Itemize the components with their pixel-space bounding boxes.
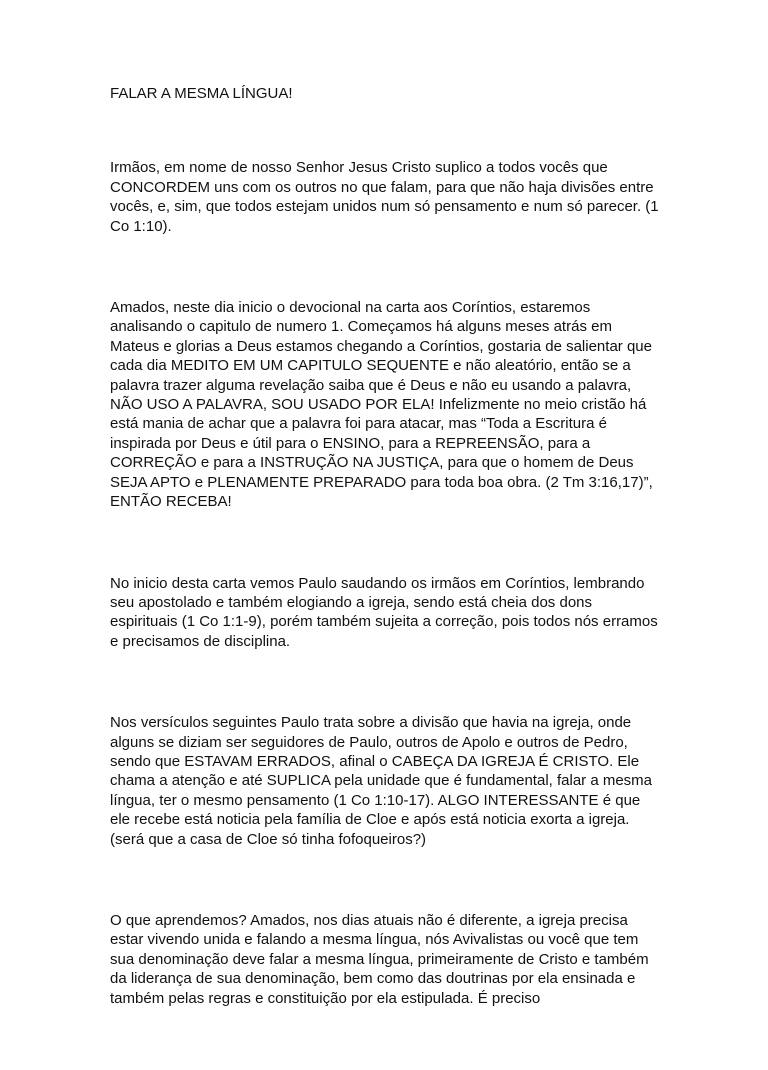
paragraph-5: O que aprendemos? Amados, nos dias atuais não é diferente, a igreja precisa estar vivendo unida e falando a mesma língua, nós Avivalistas ou você que tem sua denominação deve falar a mesma língua, primeiramente de Cristo e também da liderança de sua denominação, bem como das doutrinas por ela ensinada e também pelas regras e constituição por ela estipulada. É preciso (110, 911, 649, 1007)
paragraph-3: No inicio desta carta vemos Paulo saudando os irmãos em Coríntios, lembrando seu apostolado e também elogiando a igreja, sendo está cheia dos dons espirituais (1 Co 1:1-9), porém também sujeita a correção, pois todos nós erramos e precisamos de disciplina. (110, 574, 658, 650)
paragraph-4: Nos versículos seguintes Paulo trata sobre a divisão que havia na igreja, onde alguns se diziam ser seguidores de Paulo, outros de Apolo e outros de Pedro, sendo que ESTAVAM ERRADOS, afinal o CABEÇA DA IGREJA É CRISTO. Ele chama a atenção e até SUPLICA pela unidade que é fundamental, falar a mesma língua, ter o mesmo pensamento (1 Co 1:10-17). ALGO INTERESSANTE é que ele recebe está noticia pela família de Cloe e após está noticia exorta a igreja. (será que a casa de Cloe só tinha fofoqueiros?) (110, 714, 653, 848)
document-title: FALAR A MESMA LÍNGUA! (110, 85, 293, 102)
paragraph-2: Amados, neste dia inicio o devocional na carta aos Coríntios, estaremos analisando o capitulo de numero 1. Começamos há alguns meses atrás em Mateus e glorias a Deus estamos chegando a Coríntios, gostaria de salientar que cada dia MEDITO EM UM CAPITULO SEQUENTE e não aleatório, então se a palavra trazer alguma revelação saiba que é Deus e não eu usando a palavra, NÃO USO A PALAVRA, SOU USADO POR ELA! Infelizmente no meio cristão há está mania de achar que a palavra foi para atacar, mas “Toda a Escritura é inspirada por Deus e útil para o ENSINO, para a REPREENSÃO, para a CORREÇÃO e para a INSTRUÇÃO NA JUSTIÇA, para que o homem de Deus SEJA APTO e PLENAMENTE PREPARADO para toda boa obra. (2 Tm 3:16,17)”, ENTÃO RECEBA! (110, 299, 653, 511)
document-body (110, 84, 660, 1070)
paragraph-1: Irmãos, em nome de nosso Senhor Jesus Cristo suplico a todos vocês que CONCORDEM uns com os outros no que falam, para que não haja divisões entre vocês, e, sim, que todos estejam unidos num só pensamento e num só parecer. (1 Co 1:10). (110, 159, 659, 235)
